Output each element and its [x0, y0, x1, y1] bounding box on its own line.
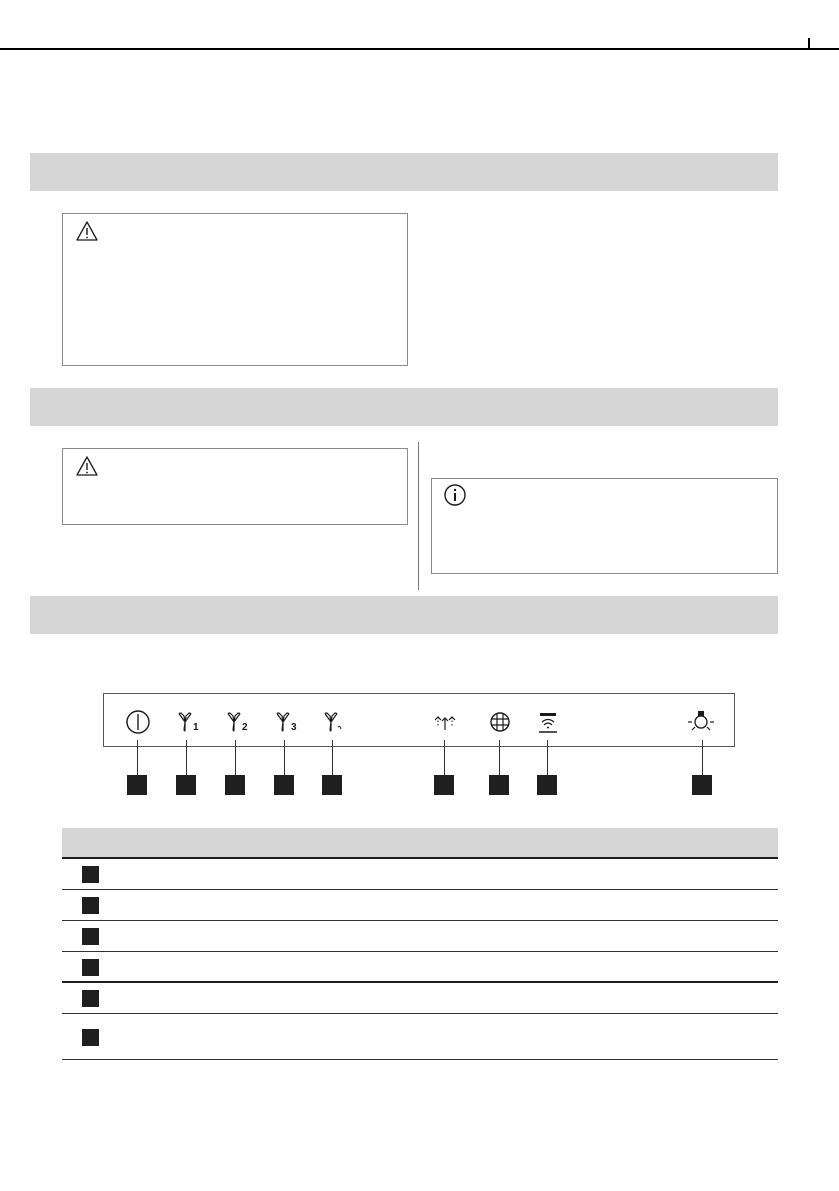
control-panel — [103, 693, 735, 747]
power-icon — [123, 708, 153, 736]
light-control[interactable] — [686, 708, 716, 736]
info-circle-icon — [443, 483, 467, 507]
table-row — [62, 890, 778, 921]
svg-text:3: 3 — [291, 722, 297, 733]
light-bulb-icon — [686, 708, 716, 736]
fan-intensive-control[interactable] — [318, 708, 348, 736]
svg-text:2: 2 — [242, 722, 248, 733]
callout-marker-6 — [434, 775, 454, 795]
warning-triangle-icon — [75, 455, 99, 477]
section-heading-bar-2 — [30, 388, 778, 426]
reference-table — [62, 828, 778, 1060]
power-control[interactable] — [123, 708, 153, 736]
fan-speed-1-icon — [172, 708, 202, 736]
fan-speed-1-control[interactable] — [172, 708, 202, 736]
hob-connection-icon — [533, 708, 563, 736]
section-heading-bar-3 — [30, 596, 778, 634]
table-row — [62, 1014, 778, 1060]
warning-triangle-icon — [75, 220, 99, 242]
callout-leader — [186, 740, 187, 775]
row-marker — [82, 959, 99, 976]
callout-marker-5 — [322, 775, 342, 795]
fan-intensive-icon — [318, 708, 348, 736]
callout-leader — [702, 740, 703, 775]
table-row — [62, 859, 778, 890]
callout-marker-3 — [225, 775, 245, 795]
fan-speed-2-icon — [221, 708, 251, 736]
row-marker — [82, 866, 99, 883]
table-row — [62, 921, 778, 952]
breeze-control[interactable] — [430, 708, 460, 736]
section-heading-bar-1 — [30, 153, 778, 191]
callout-leader — [499, 740, 500, 775]
column-divider — [418, 442, 419, 590]
fan-speed-3-control[interactable] — [270, 708, 300, 736]
row-marker — [82, 990, 99, 1007]
callout-marker-9 — [692, 775, 712, 795]
callout-leader — [284, 740, 285, 775]
hob-connection-control[interactable] — [533, 708, 563, 736]
callout-marker-8 — [537, 775, 557, 795]
warning-box-2 — [62, 448, 408, 525]
row-marker — [82, 897, 99, 914]
table-row — [62, 983, 778, 1014]
grease-filter-control[interactable] — [485, 708, 515, 736]
callout-leader — [332, 740, 333, 775]
svg-text:1: 1 — [193, 722, 199, 733]
callout-leader — [444, 740, 445, 775]
reference-table-header — [62, 828, 778, 859]
callout-marker-1 — [127, 775, 147, 795]
table-row — [62, 952, 778, 983]
warning-box-1 — [62, 213, 408, 366]
callout-leader — [137, 740, 138, 775]
header-tick — [808, 38, 810, 50]
fan-speed-2-control[interactable] — [221, 708, 251, 736]
callout-marker-2 — [176, 775, 196, 795]
callout-marker-7 — [489, 775, 509, 795]
grease-filter-icon — [485, 708, 515, 736]
callout-leader — [235, 740, 236, 775]
header-rule — [0, 48, 839, 50]
callout-marker-4 — [274, 775, 294, 795]
row-marker — [82, 1029, 99, 1046]
breeze-airflow-icon — [430, 708, 460, 736]
callout-leader — [547, 740, 548, 775]
info-box — [431, 478, 778, 574]
fan-speed-3-icon — [270, 708, 300, 736]
row-marker — [82, 928, 99, 945]
